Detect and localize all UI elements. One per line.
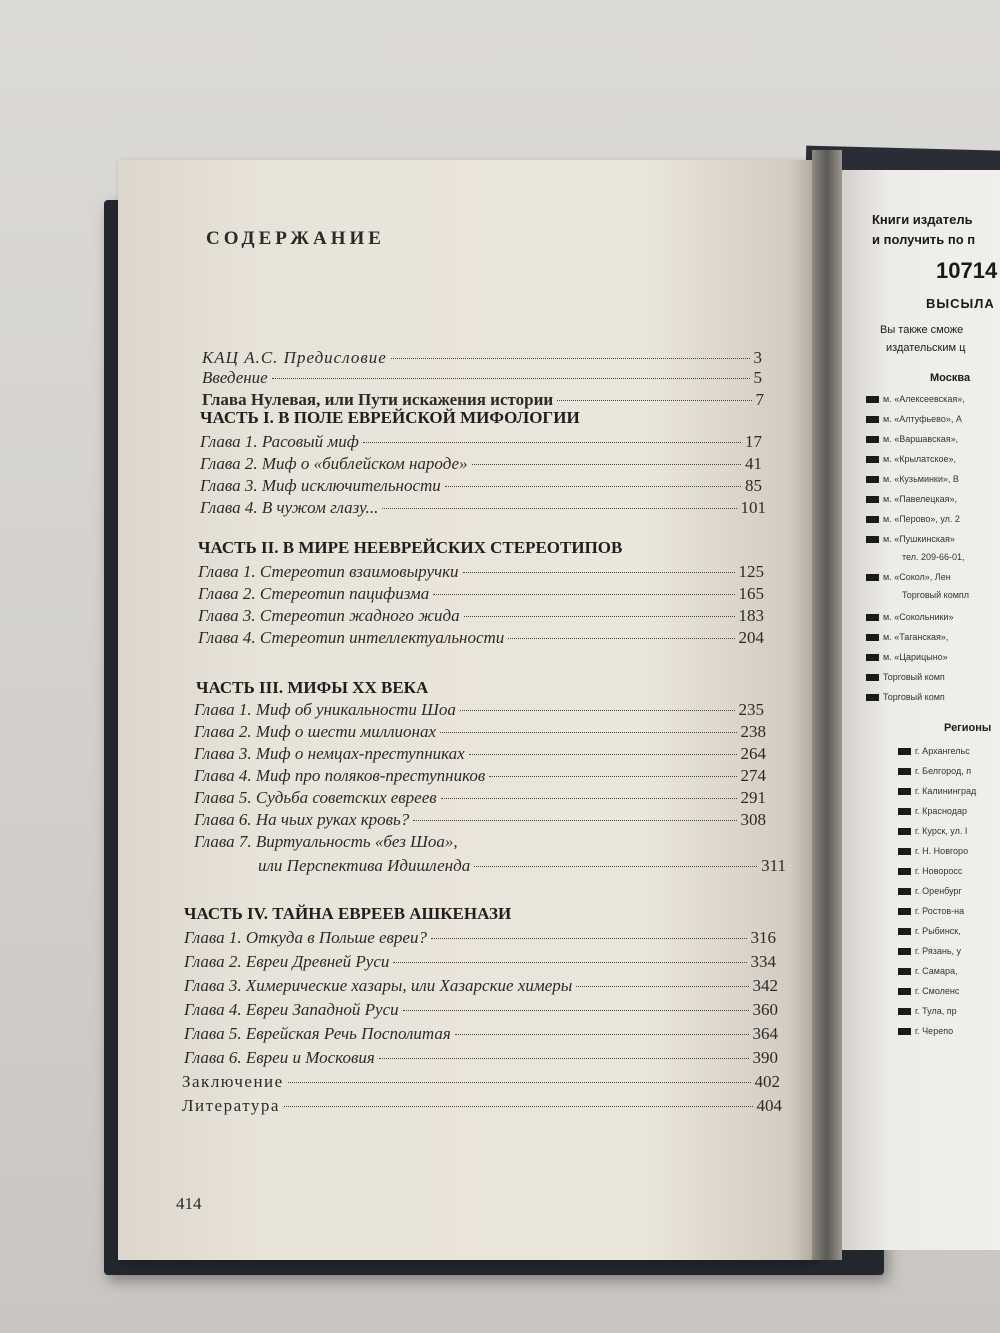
region-item: г. Рязань, у [898,946,961,956]
address-item: м. «Крылатское», [866,454,956,464]
address-item: м. «Сокольники» [866,612,953,622]
bullet-icon [898,988,911,995]
bullet-icon [866,614,879,621]
publisher-header-line2: и получить по п [872,232,976,247]
region-item: г. Ростов-на [898,906,964,916]
address-item: м. «Перово», ул. 2 [866,514,960,524]
bullet-icon [898,968,911,975]
note-line2: издательским ц [886,342,966,354]
toc-entry: Глава 4. Стереотип интеллектуальности 204 [198,628,764,647]
address-item: м. «Таганская», [866,632,948,642]
regions-heading: Регионы [944,722,992,734]
bullet-icon [898,928,911,935]
bullet-icon [866,396,879,403]
toc-entry: Глава 6. Евреи и Московия 390 [184,1048,778,1067]
toc-entry: Глава 2. Миф о шести миллионах 238 [194,722,766,741]
toc-entry: Глава 2. Евреи Древней Руси 334 [184,952,776,971]
bullet-icon [866,574,879,581]
bullet-icon [866,516,879,523]
bullet-icon [898,808,911,815]
bullet-icon [866,634,879,641]
bullet-icon [898,1028,911,1035]
toc-entry: Глава 5. Судьба советских евреев 291 [194,788,766,807]
toc-entry: Глава 3. Миф о немцах-преступниках 264 [194,744,766,763]
toc-entry: Глава 4. В чужом глазу... 101 [200,498,766,517]
toc-entry: Глава 1. Откуда в Польше евреи? 316 [184,928,776,947]
bullet-icon [866,654,879,661]
region-item: г. Тула, пр [898,1006,957,1016]
page-number: 414 [176,1194,202,1213]
toc-entry: Глава 3. Миф исключительности 85 [200,476,762,495]
toc-entry-introduction: Введение 5 [202,368,762,387]
address-item: м. «Алексеевская», [866,394,965,404]
bullet-icon [898,908,911,915]
toc-entry: Глава 1. Миф об уникальности Шоа 235 [194,700,764,719]
postal-code: 10714 [936,258,998,283]
bullet-icon [898,868,911,875]
toc-entry: Глава 3. Химерические хазары, или Хазарские химеры 342 [184,976,778,995]
bullet-icon [898,768,911,775]
toc-entry: Глава 1. Стереотип взаимовыручки 125 [198,562,764,581]
address-item: м. «Пушкинская» [866,534,955,544]
region-item: г. Краснодар [898,806,967,816]
toc-entry: Глава 2. Стереотип пацифизма 165 [198,584,764,603]
region-item: г. Самара, [898,966,958,976]
bullet-icon [866,694,879,701]
toc-entry: Глава 2. Миф о «библейском народе» 41 [200,454,762,473]
bullet-icon [898,788,911,795]
address-detail: Торговый компл [902,590,970,600]
toc-entry: или Перспектива Идишленда 311 [258,856,786,875]
part-heading: ЧАСТЬ II. В МИРЕ НЕЕВРЕЙСКИХ СТЕРЕОТИПОВ [198,538,623,557]
toc-entry: Глава 4. Миф про поляков-преступников 274 [194,766,766,785]
bullet-icon [898,828,911,835]
bullet-icon [898,1008,911,1015]
address-detail: тел. 209-66-01, [902,552,965,562]
sent-label: ВЫСЫЛА [926,296,995,311]
region-item: г. Архангельс [898,746,970,756]
address-item: м. «Сокол», Лен [866,572,951,582]
bullet-icon [866,496,879,503]
bullet-icon [898,948,911,955]
region-item: г. Смоленс [898,986,959,996]
publisher-header-line1: Книги издатель [872,212,973,227]
region-item: г. Черепо [898,1026,953,1036]
bullet-icon [866,476,879,483]
bullet-icon [866,674,879,681]
region-item: г. Курск, ул. I [898,826,967,836]
address-item: м. «Кузьминки», В [866,474,959,484]
toc-entry-literature: Литература 404 [182,1096,782,1115]
toc-entry-chapter-zero: Глава Нулевая, или Пути искажения истории 7 [202,390,764,409]
toc-entry: Глава 6. На чьих руках кровь? 308 [194,810,766,829]
region-item: г. Калининград [898,786,976,796]
toc-entry: Глава 1. Расовый миф 17 [200,432,762,451]
bullet-icon [866,416,879,423]
region-item: г. Рыбинск, [898,926,961,936]
part-heading: ЧАСТЬ IV. ТАЙНА ЕВРЕЕВ АШКЕНАЗИ [184,904,512,923]
address-item: м. «Варшавская», [866,434,958,444]
region-item: г. Новоросс [898,866,962,876]
region-item: г. Оренбург [898,886,962,896]
toc-entry: Глава 4. Евреи Западной Руси 360 [184,1000,778,1019]
address-item: м. «Алтуфьево», А [866,414,962,424]
note-line1: Вы также сможе [880,324,964,336]
part-heading: ЧАСТЬ I. В ПОЛЕ ЕВРЕЙСКОЙ МИФОЛОГИИ [200,408,580,427]
toc-entry: Глава 5. Еврейская Речь Посполитая 364 [184,1024,778,1043]
bullet-icon [898,888,911,895]
address-item: м. «Царицыно» [866,652,948,662]
address-item: Торговый комп [866,672,945,682]
bullet-icon [866,436,879,443]
toc-entry: Глава 7. Виртуальность «без Шоа», [194,832,458,851]
bullet-icon [866,456,879,463]
address-item: Торговый комп [866,692,945,702]
toc-entry: Глава 3. Стереотип жадного жида 183 [198,606,764,625]
bullet-icon [866,536,879,543]
part-heading: ЧАСТЬ III. МИФЫ XX ВЕКА [196,678,429,697]
book-gutter [812,150,842,1260]
bullet-icon [898,848,911,855]
toc-entry-preface: КАЦ А.С. Предисловие 3 [202,348,762,367]
address-item: м. «Павелецкая», [866,494,957,504]
moscow-heading: Москва [930,372,971,384]
toc-entry-conclusion: Заключение 402 [182,1072,780,1091]
region-item: г. Белгород, п [898,766,971,776]
toc-title: СОДЕРЖАНИЕ [206,228,385,249]
bullet-icon [898,748,911,755]
region-item: г. Н. Новгоро [898,846,968,856]
